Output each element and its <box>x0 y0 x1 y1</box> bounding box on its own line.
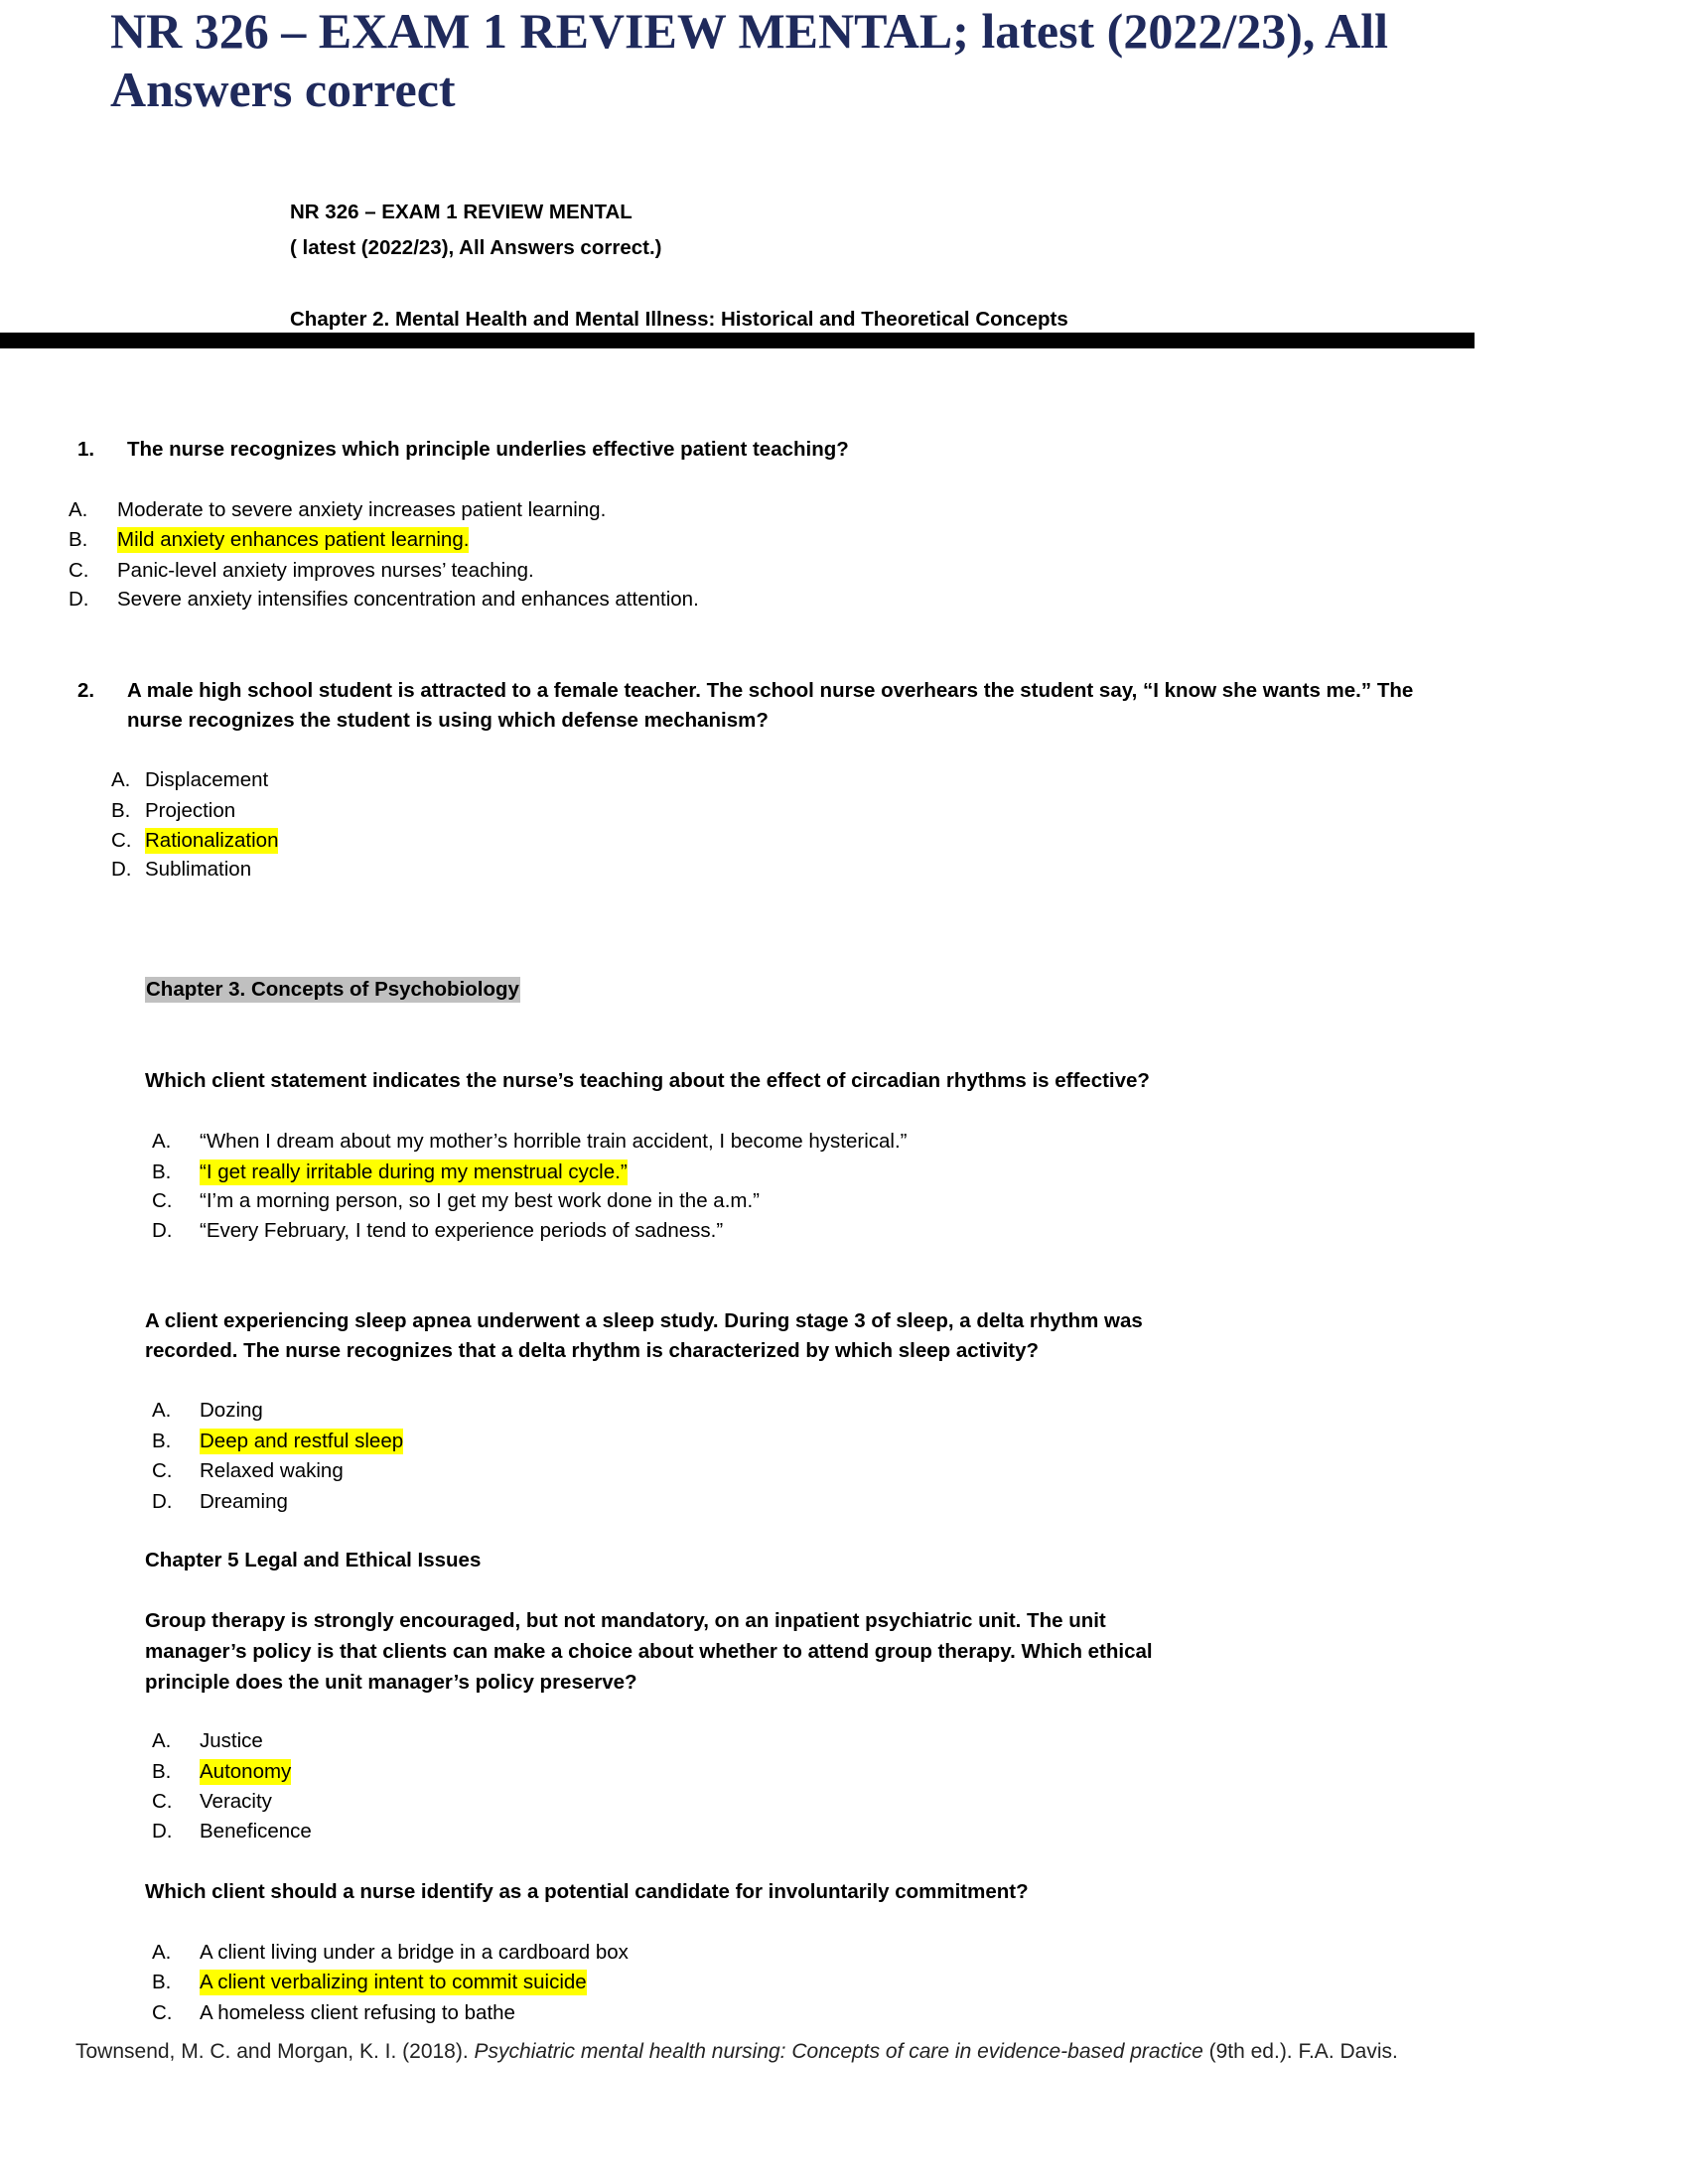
correct-answer-option: “I get really irritable during my menstrual cycle.” <box>200 1160 628 1183</box>
question-text: recorded. The nurse recognizes that a delta rhythm is characterized by which sleep activity? <box>145 1339 1040 1362</box>
option-letter: D. <box>152 1820 173 1843</box>
option-letter: C. <box>152 1189 173 1212</box>
option-letter: C. <box>152 1459 173 1482</box>
subtitle-line1: NR 326 – EXAM 1 REVIEW MENTAL <box>290 201 633 223</box>
correct-answer-option: Rationalization <box>145 829 279 852</box>
answer-option: Beneficence <box>200 1820 312 1843</box>
chapter-2-heading: Chapter 2. Mental Health and Mental Illness: Historical and Theoretical Concepts <box>290 308 1068 331</box>
option-letter: A. <box>152 1399 172 1422</box>
option-letter: C. <box>152 2001 173 2024</box>
question-text: nurse recognizes the student is using which defense mechanism? <box>127 709 769 732</box>
reference-title: Psychiatric mental health nursing: Concepts of care in evidence-based practice <box>474 2040 1203 2063</box>
reference-authors: Townsend, M. C. and Morgan, K. I. (2018). <box>75 2040 475 2063</box>
answer-option: Relaxed waking <box>200 1459 344 1482</box>
answer-option: Dozing <box>200 1399 263 1422</box>
reference-citation <box>75 2039 1398 2065</box>
chapter-3-heading: Chapter 3. Concepts of Psychobiology <box>146 978 519 1001</box>
option-letter: B. <box>111 799 131 822</box>
question-text: A client experiencing sleep apnea underwent a sleep study. During stage 3 of sleep, a delta rhythm was <box>145 1309 1143 1332</box>
option-letter: D. <box>111 858 132 881</box>
chapter-5-heading: Chapter 5 Legal and Ethical Issues <box>145 1549 482 1571</box>
option-letter: D. <box>152 1490 173 1513</box>
subtitle-line2: ( latest (2022/23), All Answers correct.) <box>290 236 662 259</box>
reference-tail: (9th ed.). F.A. Davis. <box>1202 2040 1398 2063</box>
document-title-line2: Answers correct <box>110 62 456 117</box>
answer-option: A homeless client refusing to bathe <box>200 2001 515 2024</box>
question-text: manager’s policy is that clients can make a choice about whether to attend group therapy. Which ethical <box>145 1640 1153 1663</box>
answer-option: A client living under a bridge in a cardboard box <box>200 1941 629 1964</box>
correct-answer-option: Autonomy <box>200 1760 292 1783</box>
option-letter: B. <box>152 1160 172 1183</box>
document-title-line1: NR 326 – EXAM 1 REVIEW MENTAL; latest (2022/23), All <box>110 3 1389 59</box>
answer-option: Justice <box>200 1729 263 1752</box>
answer-option: Severe anxiety intensifies concentration and enhances attention. <box>117 588 699 611</box>
option-letter: A. <box>152 1941 172 1964</box>
question-text: principle does the unit manager’s policy preserve? <box>145 1671 637 1694</box>
question-text: A male high school student is attracted to a female teacher. The school nurse overhears the student say, “I know she wants me.” The <box>127 679 1414 702</box>
question-text: Which client should a nurse identify as a potential candidate for involuntarily commitment? <box>145 1880 1029 1903</box>
question-number: 2. <box>77 679 95 702</box>
question-text: Which client statement indicates the nurse’s teaching about the effect of circadian rhythms is effective? <box>145 1069 1150 1092</box>
option-letter: A. <box>111 768 131 791</box>
option-letter: B. <box>152 1971 172 1993</box>
correct-answer-option: Mild anxiety enhances patient learning. <box>117 528 470 551</box>
option-letter: A. <box>69 498 88 521</box>
option-letter: C. <box>69 559 89 582</box>
option-letter: C. <box>152 1790 173 1813</box>
correct-answer-option: A client verbalizing intent to commit suicide <box>200 1971 587 1993</box>
answer-option: “Every February, I tend to experience periods of sadness.” <box>200 1219 724 1242</box>
option-letter: C. <box>111 829 132 852</box>
correct-answer-option: Deep and restful sleep <box>200 1430 404 1452</box>
answer-option: Displacement <box>145 768 269 791</box>
answer-option: “I’m a morning person, so I get my best work done in the a.m.” <box>200 1189 760 1212</box>
option-letter: B. <box>152 1430 172 1452</box>
answer-option: Projection <box>145 799 236 822</box>
option-letter: A. <box>152 1729 172 1752</box>
question-text: The nurse recognizes which principle underlies effective patient teaching? <box>127 438 849 461</box>
option-letter: D. <box>69 588 89 611</box>
answer-option: Panic-level anxiety improves nurses’ teaching. <box>117 559 534 582</box>
answer-option: Sublimation <box>145 858 252 881</box>
option-letter: B. <box>69 528 88 551</box>
answer-option: “When I dream about my mother’s horrible train accident, I become hysterical.” <box>200 1130 908 1153</box>
option-letter: D. <box>152 1219 173 1242</box>
answer-option: Veracity <box>200 1790 272 1813</box>
answer-option: Dreaming <box>200 1490 288 1513</box>
option-letter: A. <box>152 1130 172 1153</box>
section-divider <box>0 333 1475 348</box>
question-text: Group therapy is strongly encouraged, but not mandatory, on an inpatient psychiatric unit. The unit <box>145 1609 1106 1632</box>
question-number: 1. <box>77 438 95 461</box>
answer-option: Moderate to severe anxiety increases patient learning. <box>117 498 607 521</box>
option-letter: B. <box>152 1760 172 1783</box>
